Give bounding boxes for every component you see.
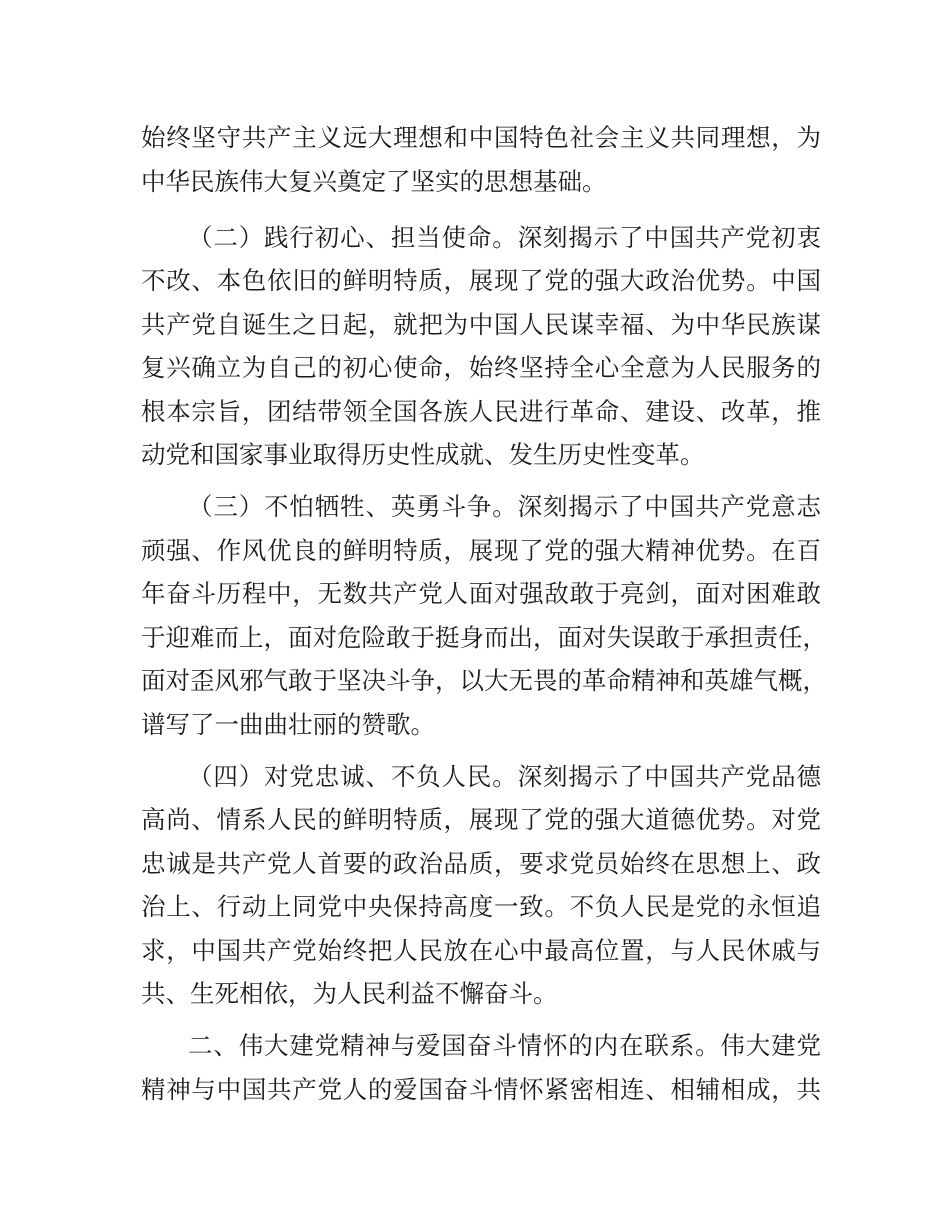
text-line-5: 共产党自诞生之日起，就把为中国人民谋幸福、为中华民族谋 — [141, 310, 821, 339]
text-line-21: 二、伟大建党精神与爱国奋斗情怀的内在联系。伟大建党 — [188, 1031, 821, 1060]
text-line-9: （三）不怕牺牲、英勇斗争。深刻揭示了中国共产党意志 — [188, 492, 821, 521]
text-line-22: 精神与中国共产党人的爱国奋斗情怀紧密相连、相辅相成，共 — [141, 1075, 821, 1104]
text-line-8: 动党和国家事业取得历史性成就、发生历史性变革。 — [141, 440, 705, 469]
text-line-19: 求，中国共产党始终把人民放在心中最高位置，与人民休戚与 — [141, 936, 821, 965]
text-line-17: 忠诚是共产党人首要的政治品质，要求党员始终在思想上、政 — [141, 849, 821, 878]
text-line-10: 顽强、作风优良的鲜明特质，展现了党的强大精神优势。在百 — [141, 536, 821, 565]
text-line-1: 始终坚守共产主义远大理想和中国特色社会主义共同理想，为 — [141, 123, 821, 152]
text-line-15: （四）对党忠诚、不负人民。深刻揭示了中国共产党品德 — [188, 762, 821, 791]
text-line-6: 复兴确立为自己的初心使命，始终坚持全心全意为人民服务的 — [141, 353, 821, 382]
text-line-11: 年奋斗历程中，无数共产党人面对强敌敢于亮剑，面对困难敢 — [141, 579, 821, 608]
text-line-18: 治上、行动上同党中央保持高度一致。不负人民是党的永恒追 — [141, 892, 821, 921]
text-line-12: 于迎难而上，面对危险敢于挺身而出，面对失误敢于承担责任， — [141, 623, 827, 652]
text-line-20: 共、生死相依，为人民利益不懈奋斗。 — [141, 979, 558, 1008]
text-line-14: 谱写了一曲曲壮丽的赞歌。 — [141, 710, 435, 739]
text-line-4: 不改、本色依旧的鲜明特质，展现了党的强大政治优势。中国 — [141, 266, 821, 295]
text-line-3: （二）践行初心、担当使命。深刻揭示了中国共产党初衷 — [188, 223, 821, 252]
text-line-7: 根本宗旨，团结带领全国各族人民进行革命、建设、改革，推 — [141, 397, 821, 426]
text-line-13: 面对歪风邪气敢于坚决斗争，以大无畏的革命精神和英雄气概， — [141, 666, 827, 695]
text-line-2: 中华民族伟大复兴奠定了坚实的思想基础。 — [141, 167, 607, 196]
text-line-16: 高尚、情系人民的鲜明特质，展现了党的强大道德优势。对党 — [141, 805, 821, 834]
